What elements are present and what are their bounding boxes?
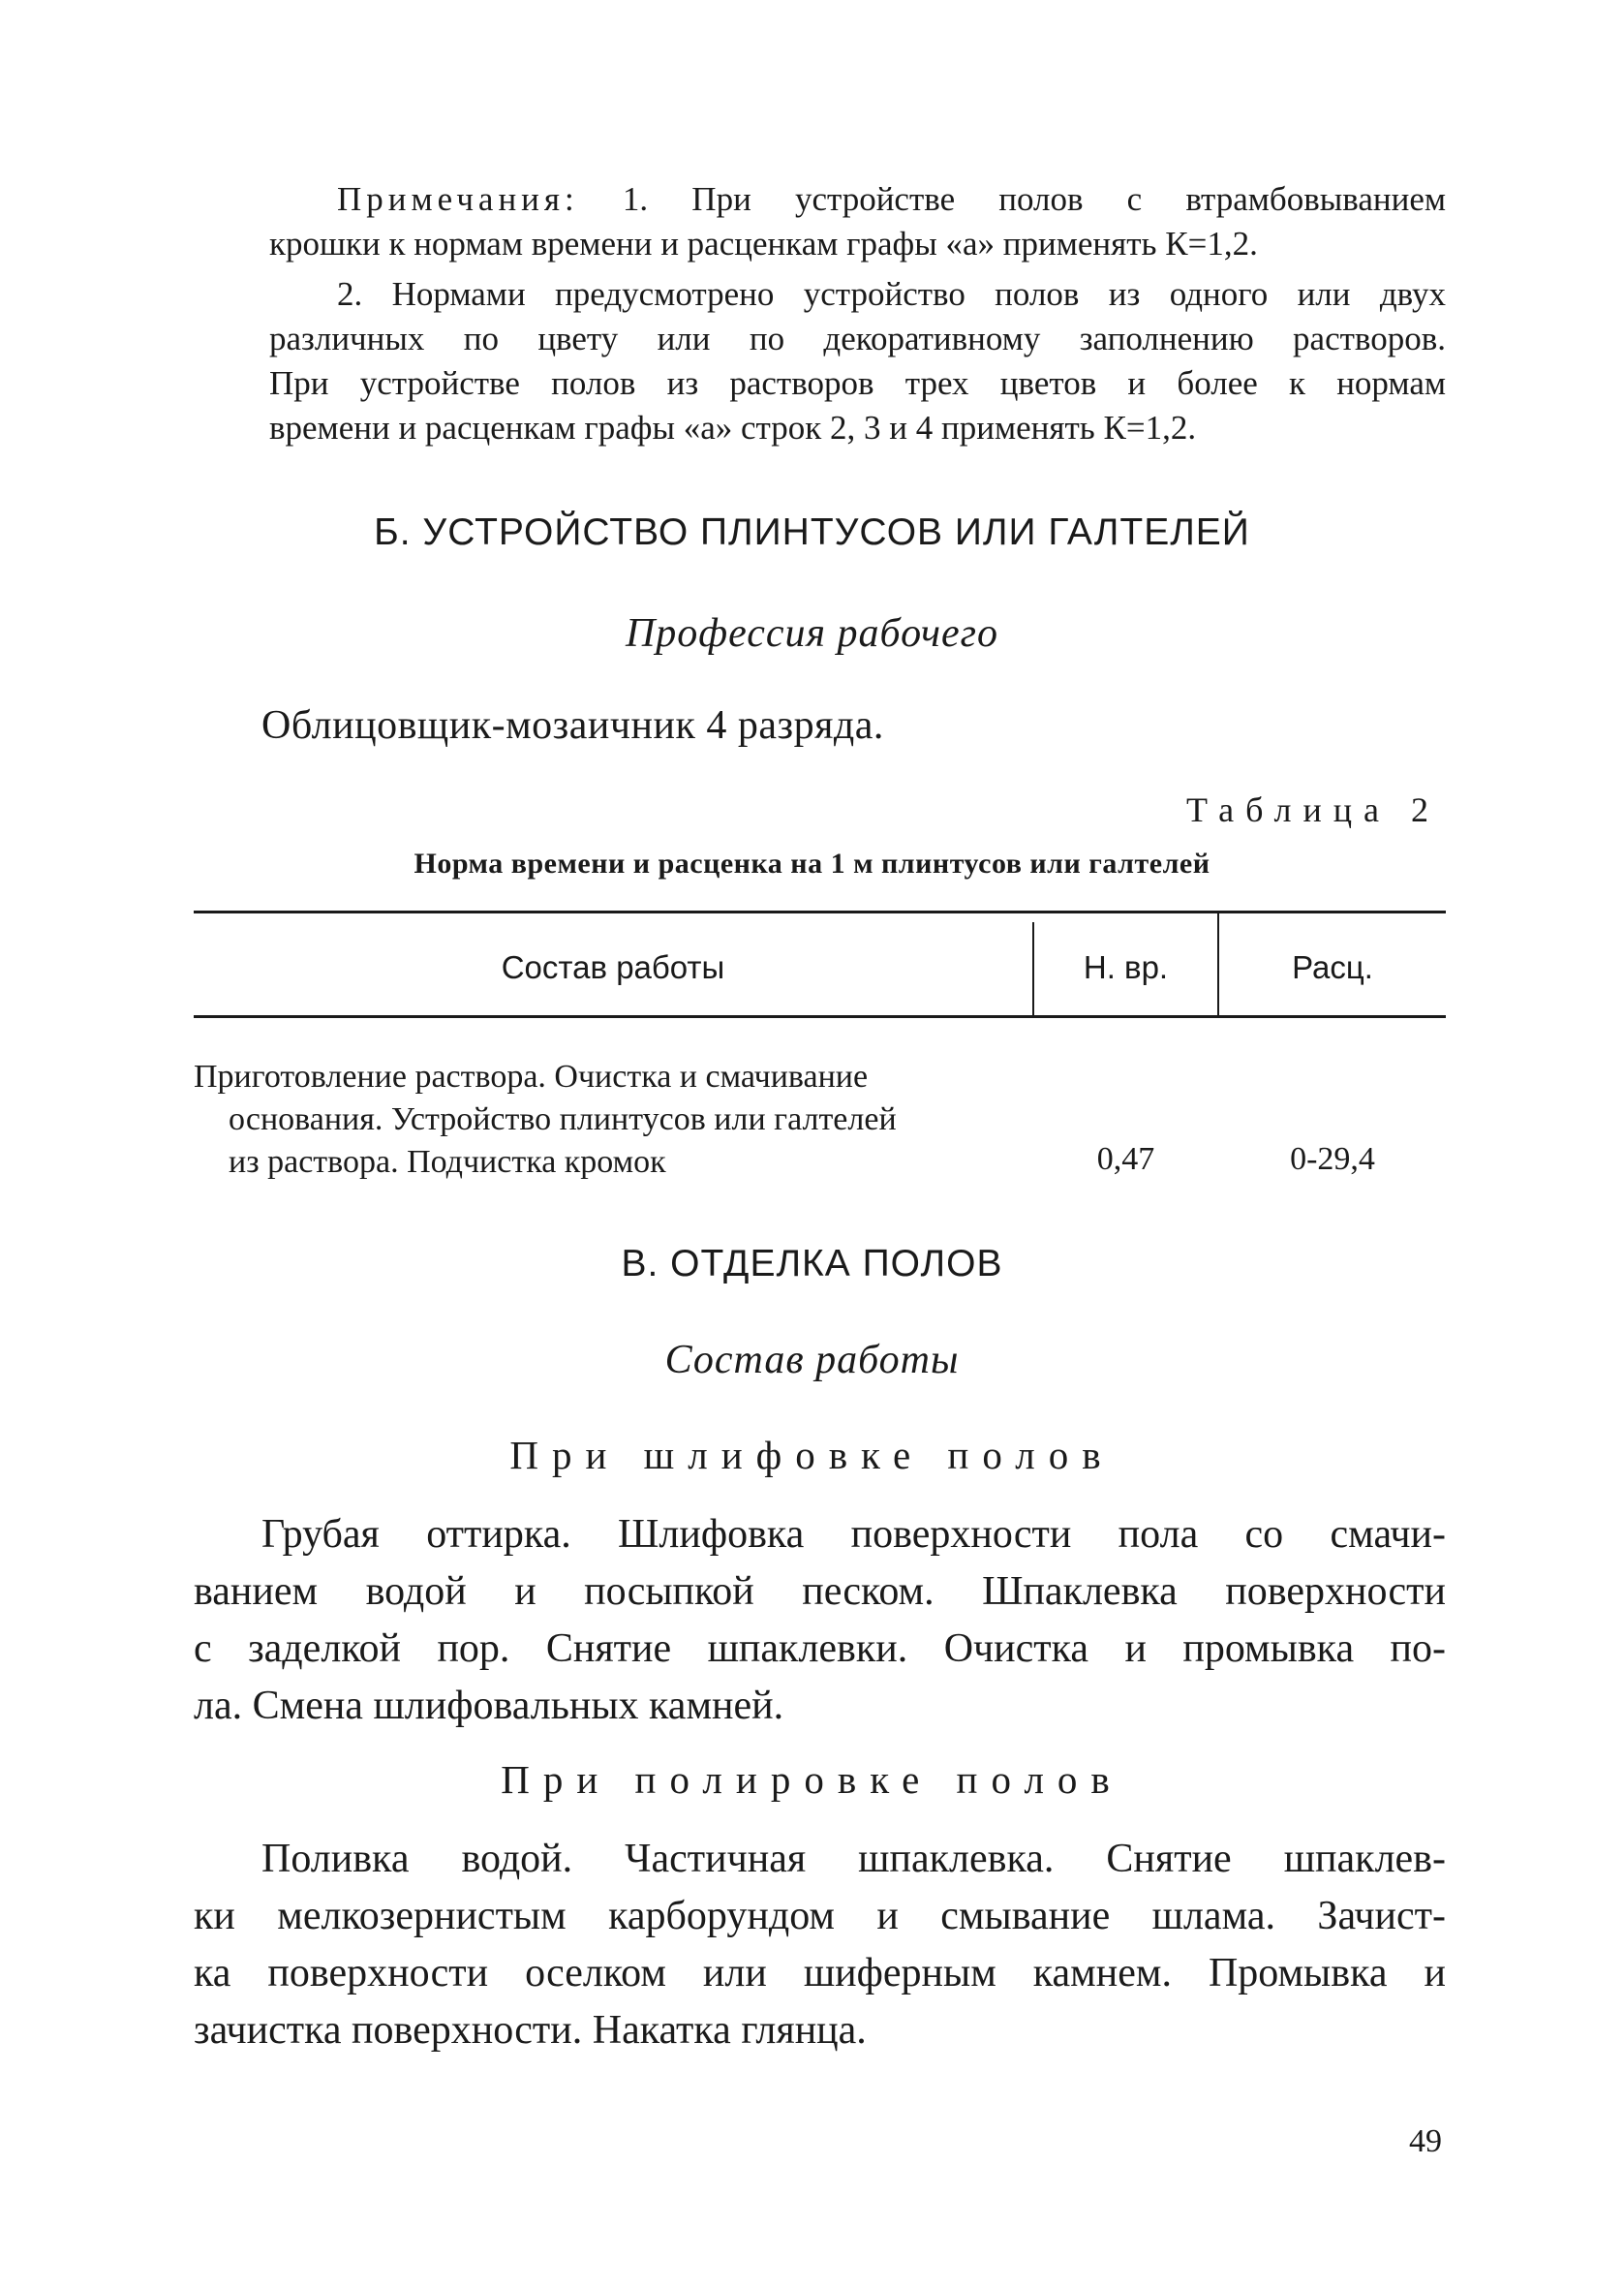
worker-profession: Облицовщик-мозаичник 4 разряда. <box>261 703 884 748</box>
grinding-paragraph <box>194 1506 1446 1735</box>
notes-line-2: крошки к нормам времени и расценкам графы «а» применять К=1,2. <box>269 225 1258 263</box>
table-caption: Норма времени и расценка на 1 м плинтусов или галтелей <box>414 848 1210 880</box>
header-time: Н. вр. <box>1083 949 1169 985</box>
row-rate-value: 0-29,4 <box>1290 1141 1375 1177</box>
section-b-title: Б. УСТРОЙСТВО ПЛИНТУСОВ ИЛИ ГАЛТЕЛЕЙ <box>374 511 1250 553</box>
notes-line-3: 2. Нормами предусмотрено устройство полов из одного или двух <box>337 275 1446 313</box>
grinding-line-4: ла. Смена шлифовальных камней. <box>194 1684 784 1728</box>
table-header-rule <box>194 1015 1446 1018</box>
notes-line-6: времени и расценкам графы «а» строк 2, 3 и 4 применять К=1,2. <box>269 409 1197 447</box>
notes-label: Примечания: <box>337 180 579 218</box>
notes-line-1 <box>269 177 1446 222</box>
row-work-line-2: основания. Устройство плинтусов или галтелей <box>229 1101 897 1137</box>
section-v-subtitle: Состав работы <box>664 1338 960 1382</box>
notes-line-5: При устройстве полов из растворов трех цветов и более к нормам <box>269 364 1446 402</box>
grinding-line-3: с заделкой пор. Снятие шпаклевки. Очистка и промывка по- <box>194 1626 1446 1671</box>
grinding-line-2: ванием водой и посыпкой песком. Шпаклевка поверхности <box>194 1569 1446 1614</box>
grinding-line-1: Грубая оттирка. Шлифовка поверхности пола со смачи- <box>261 1512 1446 1557</box>
notes-line-1-text: 1. При устройстве полов с втрамбовыванием <box>622 180 1446 218</box>
row-time-value: 0,47 <box>1096 1141 1155 1177</box>
polishing-heading: При полировке полов <box>501 1757 1123 1802</box>
notes-line-4: различных по цвету или по декоративному заполнению растворов. <box>269 320 1446 357</box>
page-number: 49 <box>1409 2123 1442 2159</box>
polishing-line-1: Поливка водой. Частичная шпаклевка. Снятие шпаклев- <box>261 1837 1446 1881</box>
notes-block <box>269 177 1446 450</box>
section-b-subtitle: Профессия рабочего <box>625 611 999 656</box>
section-v-title: В. ОТДЕЛКА ПОЛОВ <box>621 1243 1003 1284</box>
row-work-line-3: из раствора. Подчистка кромок <box>229 1144 666 1180</box>
table-top-rule <box>194 911 1446 913</box>
grinding-heading: При шлифовке полов <box>509 1433 1115 1477</box>
header-rate: Расц. <box>1292 949 1373 985</box>
norms-table <box>194 911 1446 1201</box>
polishing-line-2: ки мелкозернистым карборундом и смывание шлама. Зачист- <box>194 1894 1446 1938</box>
polishing-line-4: зачистка поверхности. Накатка глянца. <box>194 2008 867 2053</box>
table-row <box>194 1056 1036 1184</box>
polishing-paragraph <box>194 1831 1446 2059</box>
row-work-line-1: Приготовление раствора. Очистка и смачивание <box>194 1059 869 1095</box>
table-label: Таблица 2 <box>1186 790 1440 829</box>
polishing-line-3: ка поверхности оселком или шиферным камнем. Промывка и <box>194 1951 1446 1995</box>
header-work: Состав работы <box>501 949 725 985</box>
